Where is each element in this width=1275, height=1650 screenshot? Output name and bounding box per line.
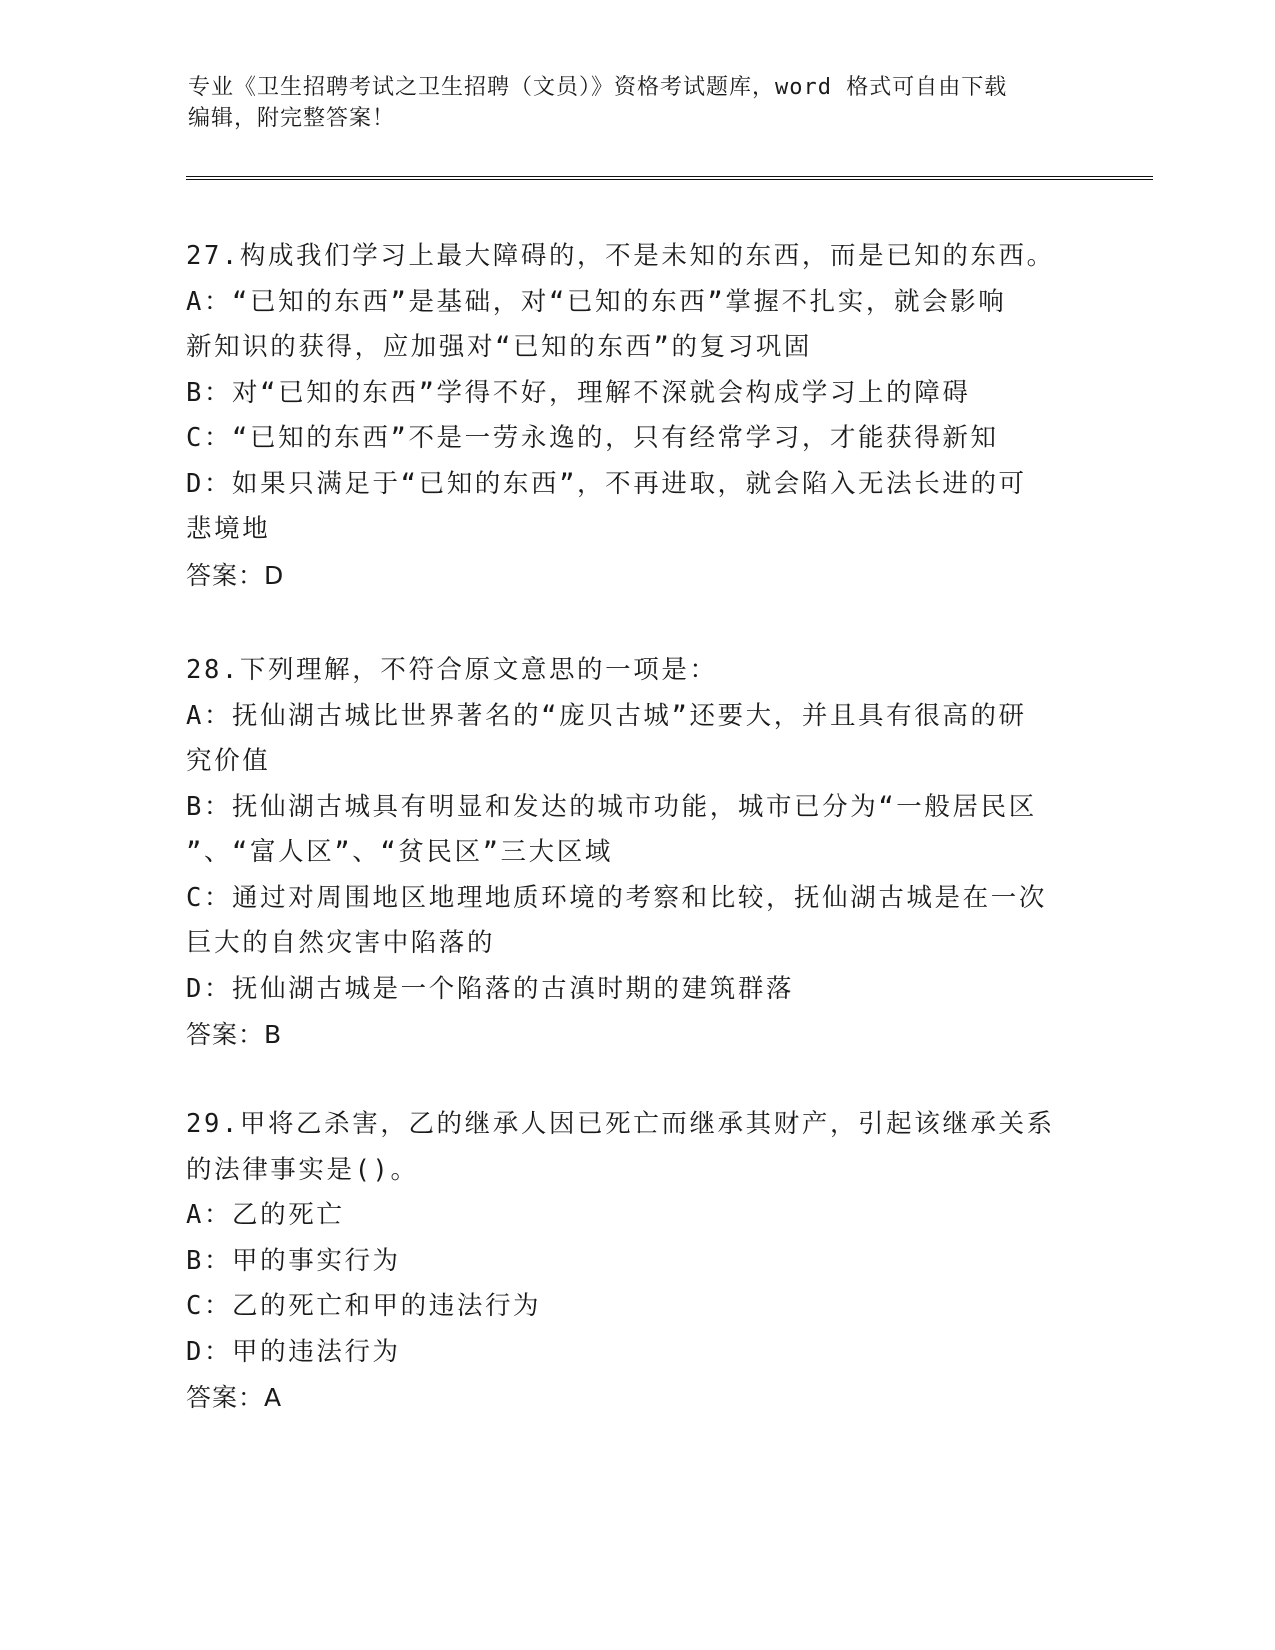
question-28: [186, 648, 1086, 1058]
option-a: A：乙的死亡: [186, 1200, 345, 1230]
question-stem-continued: 的法律事实是()。: [186, 1154, 419, 1185]
header-line-1: 专业《卫生招聘考试之卫生招聘（文员）》资格考试题库，word 格式可自由下载: [188, 75, 1008, 100]
option-a: A：抚仙湖古城比世界著名的“庞贝古城”还要大，并且具有很高的研: [186, 700, 1027, 731]
document-header: [188, 72, 1068, 134]
option-d: D：如果只满足于“已知的东西”，不再进取，就会陷入无法长进的可: [186, 468, 1027, 499]
question-stem: 28.下列理解，不符合原文意思的一项是：: [186, 655, 718, 685]
option-b: B：甲的事实行为: [186, 1245, 401, 1276]
option-d-continued: 悲境地: [186, 514, 271, 544]
option-a-continued: 新知识的获得，应加强对“已知的东西”的复习巩固: [186, 332, 813, 362]
option-c-continued: 巨大的自然灾害中陷落的: [186, 928, 496, 958]
answer: 答案：D: [186, 560, 285, 590]
answer: 答案：A: [186, 1383, 283, 1412]
question-29: [186, 1102, 1086, 1421]
question-stem: 27.构成我们学习上最大障碍的，不是未知的东西，而是已知的东西。: [186, 241, 1055, 271]
option-c: C：通过对周围地区地理地质环境的考察和比较，抚仙湖古城是在一次: [186, 882, 1047, 913]
header-divider: [186, 176, 1153, 180]
answer: 答案：B: [186, 1020, 283, 1049]
header-line-2: 编辑，附完整答案！: [188, 106, 396, 131]
option-d: D：甲的违法行为: [186, 1336, 401, 1367]
option-c: C：乙的死亡和甲的违法行为: [186, 1291, 542, 1321]
option-c: C：“已知的东西”不是一劳永逸的，只有经常学习，才能获得新知: [186, 423, 999, 453]
question-27: [186, 234, 1086, 598]
option-b: B：抚仙湖古城具有明显和发达的城市功能，城市已分为“一般居民区: [186, 791, 1037, 822]
option-a-continued: 究价值: [186, 746, 271, 776]
option-a: A：“已知的东西”是基础，对“已知的东西”掌握不扎实，就会影响: [186, 286, 1007, 317]
question-stem: 29.甲将乙杀害，乙的继承人因已死亡而继承其财产，引起该继承关系: [186, 1109, 1055, 1139]
option-d: D：抚仙湖古城是一个陷落的古滇时期的建筑群落: [186, 973, 795, 1004]
option-b: B：对“已知的东西”学得不好，理解不深就会构成学习上的障碍: [186, 377, 971, 408]
option-b-continued: ”、“富人区”、“贫民区”三大区域: [186, 837, 613, 867]
